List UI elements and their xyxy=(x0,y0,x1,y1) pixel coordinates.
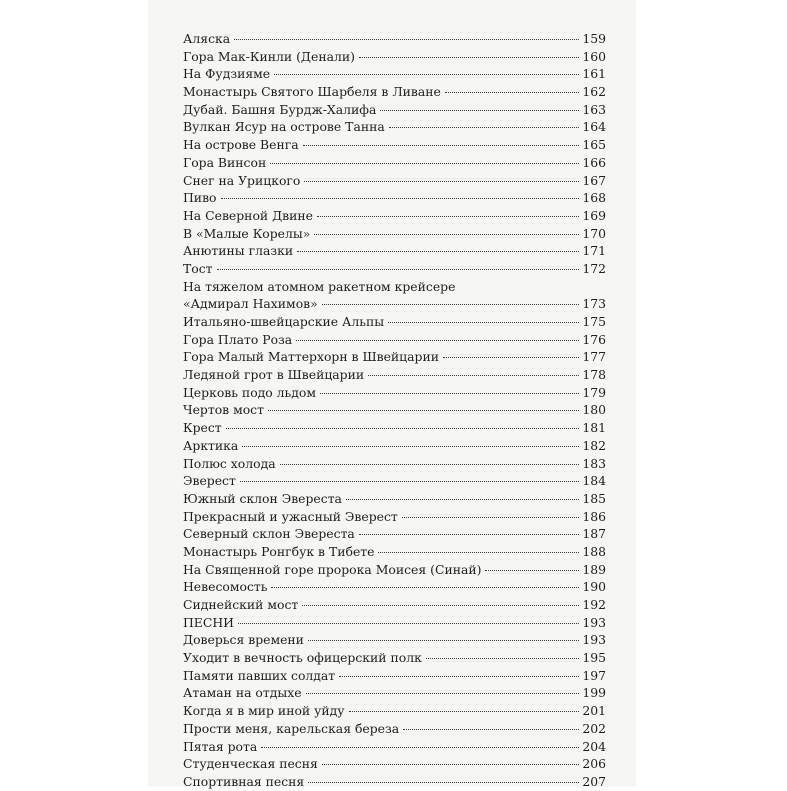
toc-entry xyxy=(183,118,606,136)
toc-entry xyxy=(183,702,606,720)
toc-entry-title: Крест xyxy=(183,420,222,436)
dot-leader xyxy=(268,410,579,411)
toc-entry-page-number: 168 xyxy=(582,190,606,206)
dot-leader xyxy=(261,747,579,748)
dot-leader xyxy=(320,393,579,394)
toc-entry xyxy=(183,596,606,614)
toc-entry-page-number: 181 xyxy=(582,420,606,436)
toc-entry xyxy=(183,543,606,561)
toc-entry-page-number: 177 xyxy=(582,349,606,365)
toc-entry-title: Северный склон Эвереста xyxy=(183,526,355,542)
toc-entry-title: Эверест xyxy=(183,473,236,489)
dot-leader xyxy=(346,499,579,500)
toc-entry-page-number: 180 xyxy=(582,402,606,418)
toc-entry-title: Итальяно-швейцарские Альпы xyxy=(183,314,385,329)
toc-entry-page-number: 195 xyxy=(582,650,606,666)
table-of-contents xyxy=(183,30,606,791)
toc-entry-title: «Адмирал Нахимов» xyxy=(183,296,318,312)
toc-entry xyxy=(183,225,606,243)
toc-entry-title: Южный склон Эвереста xyxy=(183,490,342,506)
toc-entry-title: Гора Винсон xyxy=(183,154,267,170)
toc-entry-title: На Священной горе пророка Моисея (Синай) xyxy=(183,561,482,577)
toc-entry-page-number: 167 xyxy=(582,172,606,188)
toc-entry xyxy=(183,720,606,738)
toc-entry xyxy=(183,295,606,313)
dot-leader xyxy=(274,74,579,75)
toc-entry xyxy=(183,30,606,48)
dot-leader xyxy=(234,39,579,40)
dot-leader xyxy=(349,711,579,712)
dot-leader xyxy=(304,181,579,182)
toc-entry-title: Уходит в вечность офицерский полк xyxy=(183,650,422,666)
toc-entry-title: Монастырь Святого Шарбеля в Ливане xyxy=(183,84,441,100)
dot-leader xyxy=(389,127,579,128)
dot-leader xyxy=(426,658,579,659)
toc-entry-page-number: 190 xyxy=(582,579,606,595)
toc-entry xyxy=(183,348,606,366)
toc-entry-page-number: 202 xyxy=(582,720,606,736)
toc-entry-title: На острове Венга xyxy=(183,137,299,153)
toc-entry-page-number: 188 xyxy=(582,543,606,559)
toc-entry-page-number: 193 xyxy=(582,614,606,630)
toc-entry-title: Спортивная песня xyxy=(183,773,305,789)
toc-entry xyxy=(183,242,606,260)
toc-entry-page-number: 163 xyxy=(582,101,606,117)
toc-entry xyxy=(183,525,606,543)
toc-entry-title: Аляска xyxy=(183,31,231,46)
toc-entry-title: На Фудзияме xyxy=(183,66,271,82)
toc-entry-title: Памяти павших солдат xyxy=(183,667,336,683)
toc-entry xyxy=(183,578,606,596)
toc-entry xyxy=(183,490,606,508)
dot-leader xyxy=(270,163,579,164)
toc-entry-page-number: 184 xyxy=(582,473,606,489)
dot-leader xyxy=(217,269,579,270)
toc-entry-page-number: 179 xyxy=(582,384,606,400)
toc-entry-page-number: 189 xyxy=(582,561,606,577)
dot-leader xyxy=(302,605,579,606)
toc-entry-title: Вулкан Ясур на острове Танна xyxy=(183,119,385,135)
toc-entry-title: Прости меня, карельская береза xyxy=(183,720,400,736)
toc-entry-page-number: 206 xyxy=(582,756,606,772)
toc-entry xyxy=(183,773,606,791)
dot-leader xyxy=(403,729,579,730)
toc-entry xyxy=(183,313,606,331)
dot-leader xyxy=(317,216,579,217)
toc-entry-page-number: 165 xyxy=(582,137,606,153)
toc-entry xyxy=(183,419,606,437)
dot-leader xyxy=(240,481,579,482)
toc-entry xyxy=(183,260,606,278)
toc-entry-title: ПЕСНИ xyxy=(183,614,234,630)
toc-entry xyxy=(183,738,606,756)
toc-entry-page-number: 172 xyxy=(582,260,606,276)
toc-entry-title: Тост xyxy=(183,260,213,276)
toc-entry-title: Гора Малый Маттерхорн в Швейцарии xyxy=(183,349,439,365)
toc-entry xyxy=(183,472,606,490)
toc-entry-page-number: 176 xyxy=(582,331,606,347)
toc-entry-title: Гора Плато Роза xyxy=(183,331,293,347)
toc-entry xyxy=(183,384,606,402)
dot-leader xyxy=(485,570,579,571)
toc-entry xyxy=(183,649,606,667)
toc-entry-title: Студенческая песня xyxy=(183,756,318,772)
dot-leader xyxy=(297,251,579,252)
dot-leader xyxy=(359,534,579,535)
toc-entry-page-number: 160 xyxy=(582,48,606,64)
toc-entry-title: Доверься времени xyxy=(183,632,304,648)
dot-leader xyxy=(303,145,579,146)
toc-entry-title: Чертов мост xyxy=(183,402,264,418)
toc-entry xyxy=(183,366,606,384)
toc-entry-page-number: 182 xyxy=(582,437,606,453)
toc-entry-title: Снег на Урицкого xyxy=(183,172,301,188)
toc-entry-page-number: 171 xyxy=(582,243,606,259)
dot-leader xyxy=(221,198,580,199)
dot-leader xyxy=(368,375,579,376)
toc-entry xyxy=(183,401,606,419)
dot-leader xyxy=(308,782,579,783)
toc-entry xyxy=(183,755,606,773)
toc-entry xyxy=(183,48,606,66)
toc-entry xyxy=(183,65,606,83)
toc-entry-title: На тяжелом атомном ракетном крейсере xyxy=(183,278,456,294)
toc-entry-title: Монастырь Ронгбук в Тибете xyxy=(183,543,375,559)
toc-entry xyxy=(183,189,606,207)
toc-entry-page-number: 159 xyxy=(582,31,606,46)
toc-entry-page-number: 193 xyxy=(582,632,606,648)
toc-entry xyxy=(183,136,606,154)
dot-leader xyxy=(242,446,579,447)
toc-entry-page-number: 199 xyxy=(582,685,606,701)
dot-leader xyxy=(238,623,579,624)
toc-entry-page-number: 161 xyxy=(582,66,606,82)
toc-entry-page-number: 162 xyxy=(582,84,606,100)
toc-entry-title: Пятая рота xyxy=(183,738,258,754)
toc-entry-title: Анютины глазки xyxy=(183,243,294,259)
dot-leader xyxy=(296,340,579,341)
toc-entry-page-number: 166 xyxy=(582,154,606,170)
toc-entry xyxy=(183,172,606,190)
toc-entry-page-number: 164 xyxy=(582,119,606,135)
toc-entry-title: Атаман на отдыхе xyxy=(183,685,302,701)
toc-entry xyxy=(183,154,606,172)
dot-leader xyxy=(226,428,579,429)
dot-leader xyxy=(280,464,579,465)
toc-entry-page-number: 175 xyxy=(582,314,606,329)
toc-entry xyxy=(183,278,606,296)
toc-entry-page-number: 169 xyxy=(582,207,606,223)
toc-entry-title: В «Малые Корелы» xyxy=(183,225,311,241)
dot-leader xyxy=(306,693,579,694)
dot-leader xyxy=(378,552,579,553)
toc-entry-page-number: 186 xyxy=(582,508,606,524)
toc-entry-page-number: 187 xyxy=(582,526,606,542)
toc-entry-title: Когда я в мир иной уйду xyxy=(183,703,345,719)
toc-entry-page-number: 201 xyxy=(582,703,606,719)
dot-leader xyxy=(380,110,579,111)
toc-entry-title: Пиво xyxy=(183,190,217,206)
toc-entry-page-number: 183 xyxy=(582,455,606,471)
toc-entry-page-number: 204 xyxy=(582,738,606,754)
dot-leader xyxy=(271,587,579,588)
toc-entry-page-number: 178 xyxy=(582,367,606,383)
toc-entry-title: Сиднейский мост xyxy=(183,597,299,612)
toc-entry xyxy=(183,83,606,101)
toc-entry xyxy=(183,561,606,579)
dot-leader xyxy=(388,322,579,323)
toc-entry-page-number: 207 xyxy=(582,773,606,789)
dot-leader xyxy=(339,676,579,677)
toc-entry-title: Гора Мак-Кинли (Денали) xyxy=(183,48,355,64)
dot-leader xyxy=(322,304,579,305)
toc-entry-page-number: 185 xyxy=(582,490,606,506)
toc-entry xyxy=(183,508,606,526)
dot-leader xyxy=(445,92,579,93)
toc-entry-title: На Северной Двине xyxy=(183,207,313,223)
toc-entry xyxy=(183,455,606,473)
toc-entry-title: Церковь подо льдом xyxy=(183,384,317,400)
toc-entry-page-number: 170 xyxy=(582,225,606,241)
toc-entry-title: Арктика xyxy=(183,437,239,453)
toc-entry-page-number: 173 xyxy=(582,296,606,312)
toc-entry-title: Невесомость xyxy=(183,579,268,595)
toc-entry-page-number: 197 xyxy=(582,667,606,683)
toc-entry xyxy=(183,101,606,119)
toc-entry-title: Ледяной грот в Швейцарии xyxy=(183,367,365,383)
dot-leader xyxy=(443,357,579,358)
toc-entry xyxy=(183,614,606,632)
toc-entry xyxy=(183,684,606,702)
dot-leader xyxy=(402,517,579,518)
dot-leader xyxy=(359,57,579,58)
toc-entry xyxy=(183,437,606,455)
dot-leader xyxy=(322,764,579,765)
toc-entry-title: Полюс холода xyxy=(183,455,276,471)
toc-entry-title: Дубай. Башня Бурдж-Халифа xyxy=(183,101,377,117)
toc-entry xyxy=(183,667,606,685)
dot-leader xyxy=(314,234,579,235)
toc-entry xyxy=(183,207,606,225)
toc-entry xyxy=(183,631,606,649)
toc-entry-page-number: 192 xyxy=(582,597,606,612)
toc-entry-title: Прекрасный и ужасный Эверест xyxy=(183,508,398,524)
dot-leader xyxy=(308,640,579,641)
toc-entry xyxy=(183,331,606,349)
